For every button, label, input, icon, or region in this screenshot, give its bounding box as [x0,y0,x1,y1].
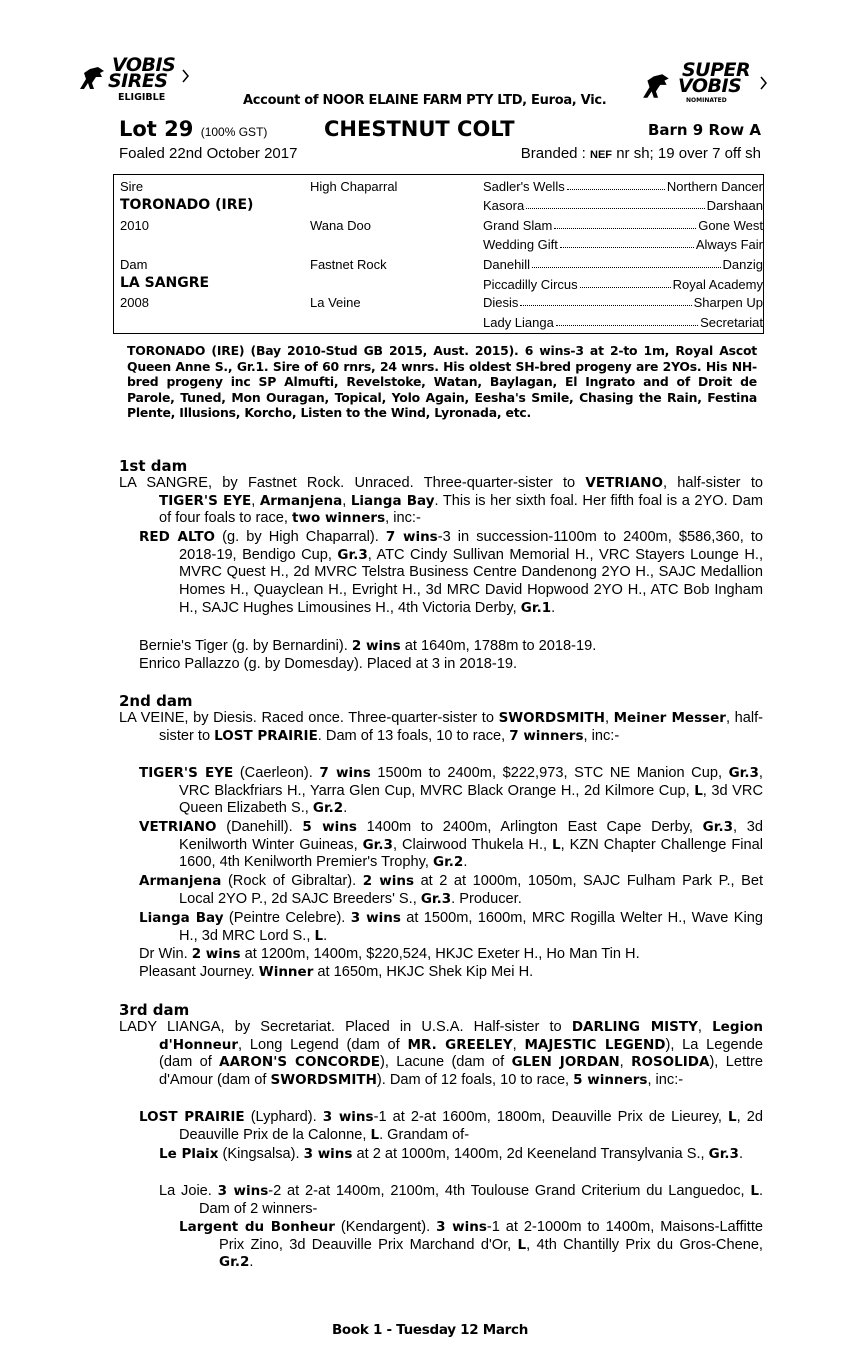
dam-label: Dam [120,257,148,272]
pedigree-g3-row: Sadler's Wells Northern Dancer [483,179,763,194]
logo-line2: SIRES [108,70,168,92]
lot-number: Lot 29 (100% GST) [119,117,268,141]
progeny-entry: Bernie's Tiger (g. by Bernardini). 2 wins at 1640m, 1788m to 2018-19. [139,638,597,654]
pedigree-table [113,174,764,334]
progeny-entry: Enrico Pallazzo (g. by Domesday). Placed at 3 in 2018-19. [139,656,518,672]
progeny-entry: RED ALTO (g. by High Chaparral). 7 wins-3 in succession-1100m to 2400m, $586,360, to 2018-19, Bendigo Cup, Gr.3, ATC Cindy Sullivan Memorial H., VRC Stayers Lounge H., MVRC Quest H., 2d MVRC Telstra Business Centre Dandenong 2YO H., SAJC Medallion Homes H., Quayclean H., Evright H., 3d MRC David Hopwood 2YO H., ATC Bob Ingham H., SAJC Hughes Limousines H., 4th Victoria Derby, Gr.1. [139,529,764,616]
granddam-paternal: Wana Doo [310,218,371,233]
lot-title: CHESTNUT COLT [324,117,515,141]
vobis-sires-eligible-logo [78,55,208,110]
progeny-entry: LOST PRAIRIE (Lyphard). 3 wins-1 at 2-at 1600m, 1800m, Deauville Prix de Lieurey, L, 2d Deauville Prix de la Calonne, L. Grandam of- [139,1109,763,1143]
page-footer: Book 1 - Tuesday 12 March [331,1322,529,1338]
third-dam-intro: LADY LIANGA, by Secretariat. Placed in U.S.A. Half-sister to DARLING MISTY, Legion d'Honneur, Long Legend (dam of MR. GREELEY, MAJESTIC LEGEND), La Legende (dam of AARON'S CONCORDE), Lacune (dam of GLEN JORDAN, ROSOLIDA), Lettre d'Amour (dam of SWORDSMITH). Dam of 12 foals, 10 to race, 5 winners, inc:- [119,1019,764,1089]
chevron-right-icon [760,76,768,90]
grandsire-maternal: Fastnet Rock [310,257,387,272]
logo-line3: ELIGIBLE [118,92,166,103]
dam-year: 2008 [120,295,149,310]
logo-line3: NOMINATED [686,97,727,104]
logo-line1: VOBIS [112,54,176,76]
sire-year: 2010 [120,218,149,233]
progeny-entry: VETRIANO (Danehill). 5 wins 1400m to 2400m, Arlington East Cape Derby, Gr.3, 3d Kenilworth Winter Guineas, Gr.3, Clairwood Thukela H., L, KZN Chapter Challenge Final 1600, 4th Kenilworth Premier's Trophy, Gr.2. [139,819,763,871]
grandsire-paternal: High Chaparral [310,179,398,194]
pedigree-g3-row: Diesis Sharpen Up [483,295,763,310]
progeny-entry: TIGER'S EYE (Caerleon). 7 wins 1500m to 2400m, $222,973, STC NE Manion Cup, Gr.3, VRC Blackfriars H., Yarra Glen Cup, MVRC Black Orange H., 2d Kilmore Cup, L, 3d VRC Queen Elizabeth S., Gr.2. [139,765,763,817]
gst-note: (100% GST) [200,125,268,139]
progeny-entry: Pleasant Journey. Winner at 1650m, HKJC Shek Kip Mei H. [139,964,534,980]
pedigree-g3-row: Wedding Gift Always Fair [483,237,763,252]
sire-label: Sire [120,179,144,194]
brand-mark: NEF [590,149,613,161]
sire-name: TORONADO (IRE) [120,197,254,213]
third-dam-heading: 3rd dam [119,1001,190,1019]
pedigree-g3-row: Kasora Darshaan [483,198,763,213]
chevron-right-icon [182,69,190,83]
pedigree-g3-row: Lady Lianga Secretariat [483,315,763,330]
logo-line1: SUPER [682,59,751,81]
pedigree-g3-row: Piccadilly Circus Royal Academy [483,277,763,292]
foaled-date: Foaled 22nd October 2017 [119,145,298,162]
pedigree-g3-row: Danehill Danzig [483,257,763,272]
first-dam-intro: LA SANGRE, by Fastnet Rock. Unraced. Three-quarter-sister to VETRIANO, half-sister to TIGER'S EYE, Armanjena, Lianga Bay. This is her sixth foal. Her fifth foal is a 2YO. Dam of four foals to race, two winners, inc:- [119,475,763,527]
horse-icon [78,63,108,93]
horse-icon [640,70,674,102]
sire-summary: TORONADO (IRE) (Bay 2010-Stud GB 2015, Aust. 2015). 6 wins-3 at 2-to 1m, Royal Ascot Queen Anne S., Gr.1. Sire of 60 rnrs, 24 wnrs. His oldest SH-bred progeny are 2YOs. His NH-bred progeny inc SP Almufti, Revelstoke, Watan, Baylagan, El Ingrato and of Droit de Parole, Tuned, Mon Ouragan, Topical, Yolo Again, Eesha's Smile, Chasing the Rain, Festina Plente, Illusions, Korcho, Listen to the Wind, Lyronada, etc. [127,343,757,420]
grandprogeny-entry: La Joie. 3 wins-2 at 2-at 1400m, 2100m, 4th Toulouse Grand Criterium du Languedoc, L. Dam of 2 winners- [159,1183,764,1217]
granddam-maternal: La Veine [310,295,361,310]
vendor-account: Account of NOOR ELAINE FARM PTY LTD, Euroa, Vic. [243,93,607,108]
progeny-entry: Armanjena (Rock of Gibraltar). 2 wins at 2 at 1000m, 1050m, SAJC Fulham Park P., Bet Local 2YO P., 2d SAJC Breeders' S., Gr.3. Producer. [139,873,764,907]
second-dam-heading: 2nd dam [119,692,193,710]
second-dam-intro: LA VEINE, by Diesis. Raced once. Three-quarter-sister to SWORDSMITH, Meiner Messer, half-sister to LOST PRAIRIE. Dam of 13 foals, 10 to race, 7 winners, inc:- [119,710,764,744]
lot-header [119,117,761,143]
logo-line2: VOBIS [678,75,742,97]
grandprogeny-entry: Le Plaix (Kingsalsa). 3 wins at 2 at 1000m, 1400m, 2d Keeneland Transylvania S., Gr.3. [159,1146,744,1162]
super-vobis-nominated-logo [640,60,780,118]
pedigree-g3-row: Grand Slam Gone West [483,218,763,233]
progeny-entry: Lianga Bay (Peintre Celebre). 3 wins at 1500m, 1600m, MRC Rogilla Welter H., Wave King H., 3d MRC Lord S., L. [139,910,763,944]
progeny-entry: Dr Win. 2 wins at 1200m, 1400m, $220,524, HKJC Exeter H., Ho Man Tin H. [139,946,640,962]
dam-name: LA SANGRE [120,275,210,291]
great-grandprogeny-entry: Largent du Bonheur (Kendargent). 3 wins-1 at 2-1000m to 1400m, Maisons-Laffitte Prix Zino, 3d Deauville Prix Marchand d'Or, L, 4th Chantilly Prix du Gros-Chene, Gr.2. [179,1219,763,1271]
first-dam-heading: 1st dam [119,457,188,475]
barn-location: Barn 9 Row A [647,121,761,139]
brand-info: Branded : NEF nr sh; 19 over 7 off sh [520,145,761,162]
